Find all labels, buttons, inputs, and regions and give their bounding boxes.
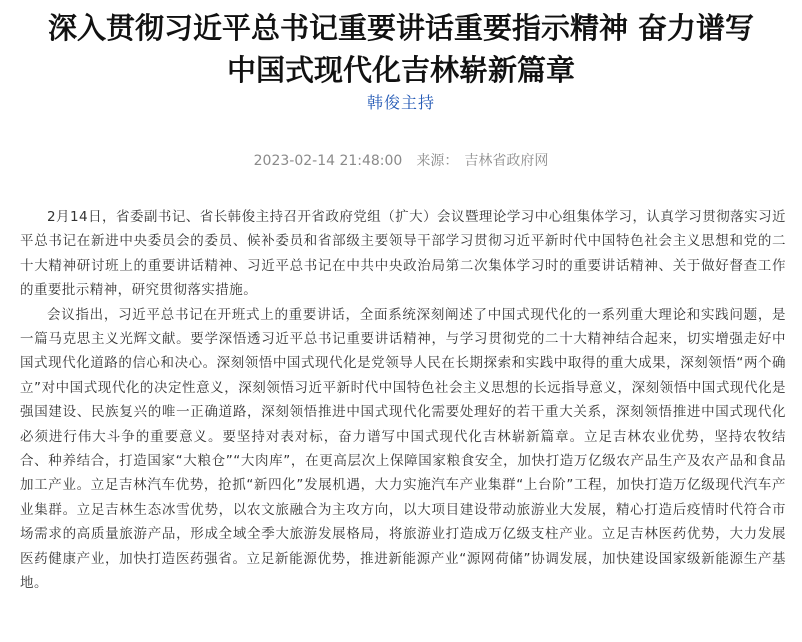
source-label: 来源： — [416, 153, 459, 169]
article-title-line-1: 深入贯彻习近平总书记重要讲话重要指示精神 奋力谱写 — [47, 11, 755, 45]
article-title-line-2: 中国式现代化吉林崭新篇章 — [226, 53, 575, 87]
article-host: 韩俊主持 — [366, 93, 435, 112]
article-title — [0, 7, 802, 91]
article-paragraph-1: 2月14日，省委副书记、省长韩俊主持召开省政府党组（扩大）会议暨理论学习中心组集体学习，认真学习贯彻落实习近平总书记在新进中央委员会的委员、候补委员和省部级主要领导干部学习贯彻习近平新时代中国特色社会主义思想和党的二十大精神研讨班上的重要讲话精神、习近平总书记在中共中央政治局第二次集体学习时的重要讲话精神、关于做好督查工作的重要批示精神，研究贯彻落实措施。 — [20, 209, 786, 299]
article-paragraph-2: 会议指出，习近平总书记在开班式上的重要讲话，全面系统深刻阐述了中国式现代化的一系列重大理论和实践问题，是一篇马克思主义光辉文献。要学深悟透习近平总书记重要讲话精神，与学习贯彻党的二十大精神结合起来，切实增强走好中国式现代化道路的信心和决心。深刻领悟中国式现代化是党领导人民在长期探索和实践中取得的重大成果，深刻领悟“两个确立”对中国式现代化的决定性意义，深刻领悟习近平新时代中国特色社会主义思想的长远指导意义，深刻领悟中国式现代化是强国建设、民族复兴的唯一正确道路，深刻领悟推进中国式现代化需要处理好的若干重大关系，深刻领悟推进中国式现代化必须进行伟大斗争的重要意义。要坚持对表对标，奋力谱写中国式现代化吉林崭新篇章。立足吉林农业优势，坚持农牧结合、种养结合，打造国家“大粮仓”“大肉库”，在更高层次上保障国家粮食安全，加快打造万亿级农产品生产及农产品和食品加工产业。立足吉林汽车优势，抢抓“新四化”发展机遇，大力实施汽车产业集群“上台阶”工程，加快打造万亿级现代汽车产业集群。立足吉林生态冰雪优势，以农文旅融合为主攻方向，以大项目建设带动旅游业大发展，精心打造后疫情时代符合市场需求的高质量旅游产品，形成全域全季大旅游发展格局，将旅游业打造成万亿级支柱产业。立足吉林医药优势，大力发展医药健康产业，加快打造医药强省。立足新能源优势，推进新能源产业“源网荷储”协调发展，加快建设国家级新能源生产基地。 — [20, 306, 786, 592]
article-meta — [0, 151, 802, 171]
source-name: 吉林省政府网 — [464, 153, 549, 169]
publish-datetime: 2023-02-14 21:48:00 — [253, 153, 403, 169]
article-body — [20, 205, 786, 596]
